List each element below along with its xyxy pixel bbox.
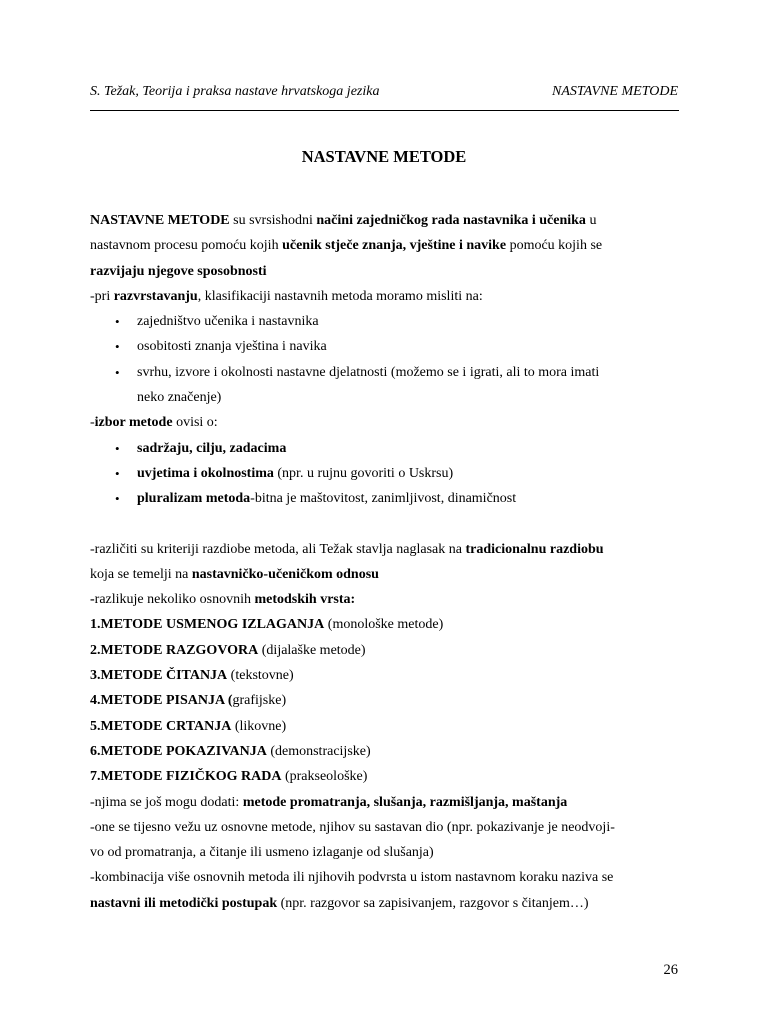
list-item-text: (npr. u rujnu govoriti o Uskrsu) <box>273 465 454 481</box>
list-item-continuation: neko značenje) <box>137 390 222 406</box>
bullet-icon: • <box>115 465 120 481</box>
paragraph-emphasis: nastavni ili metodički postupak <box>90 895 278 911</box>
method-name: 1.METODE USMENOG IZLAGANJA <box>90 617 325 633</box>
list-item <box>90 334 680 359</box>
method-name: 6.METODE POKAZIVANJA <box>90 743 267 759</box>
page-title: NASTAVNE METODE <box>301 147 467 166</box>
paragraph-text: koja se temelji na <box>90 566 192 582</box>
intro-term: NASTAVNE METODE <box>90 213 230 228</box>
kriteriji-line-2 <box>90 562 680 587</box>
list-item <box>90 309 680 334</box>
document-body <box>90 208 680 916</box>
list-item-text: osobitosti znanja vještina i navika <box>137 339 327 355</box>
page-number: 26 <box>663 962 678 978</box>
vrste-line <box>90 587 680 612</box>
list-item-emphasis: pluralizam metoda <box>137 491 251 507</box>
method-name: 7.METODE FIZIČKOG RADA <box>90 769 282 785</box>
intro-emphasis: razvijaju njegove sposobnosti <box>90 263 267 279</box>
intro-line-1 <box>90 208 680 233</box>
kriteriji-line-1 <box>90 537 680 562</box>
intro-text: pomoću kojih se <box>506 238 603 254</box>
method-item <box>90 612 680 637</box>
header-section-title: NASTAVNE METODE <box>552 84 678 99</box>
running-header <box>90 84 678 100</box>
method-note: grafijske) <box>232 693 287 709</box>
kombinacija-line-2 <box>90 891 680 916</box>
vezu-line-1: -one se tijesno vežu uz osnovne metode, njihov su sastavan dio (npr. pokazivanje je neodvoji- <box>90 819 615 835</box>
method-item <box>90 638 680 663</box>
paragraph-text: (npr. razgovor sa zapisivanjem, razgovor s čitanjem…) <box>277 895 589 911</box>
intro-line-2 <box>90 233 680 258</box>
intro-emphasis: učenik stječe znanja, vještine i navike <box>282 238 507 254</box>
izbor-line <box>90 410 680 435</box>
intro-definition: načini zajedničkog rada nastavnika i učenika <box>316 213 586 228</box>
intro-text: u <box>585 213 597 228</box>
paragraph-text: ovisi o: <box>172 415 218 431</box>
dodati-line <box>90 790 680 815</box>
paragraph-gap <box>90 512 680 537</box>
method-name: 3.METODE ČITANJA <box>90 668 228 684</box>
list-item-text: -bitna je maštovitost, zanimljivost, dinamičnost <box>250 491 517 507</box>
paragraph-text: -njima se još mogu dodati: <box>90 794 243 810</box>
paragraph-text: razlikuje nekoliko osnovnih <box>94 592 255 608</box>
paragraph-emphasis: metode promatranja, slušanja, razmišljanja, maštanja <box>242 794 568 810</box>
method-note: (dijalaške metode) <box>258 642 366 658</box>
list-item-text: zajedništvo učenika i nastavnika <box>137 314 319 330</box>
method-item <box>90 739 680 764</box>
paragraph-emphasis: - <box>90 592 95 608</box>
list-item <box>90 461 680 486</box>
intro-line-3 <box>90 259 680 284</box>
list-item-text: svrhu, izvore i okolnosti nastavne djelatnosti (možemo se i igrati, ali to mora imati <box>137 364 600 380</box>
method-item <box>90 764 680 789</box>
intro-text: nastavnom procesu pomoću kojih <box>90 238 283 254</box>
list-item-emphasis: uvjetima i okolnostima <box>137 465 274 481</box>
method-name: 4.METODE PISANJA ( <box>90 693 233 709</box>
method-item <box>90 663 680 688</box>
method-name: 2.METODE RAZGOVORA <box>90 642 259 658</box>
paragraph-text: -pri <box>90 288 114 304</box>
paragraph-emphasis: razvrstavanju <box>113 288 198 304</box>
paragraph-text: -različiti su kriteriji razdiobe metoda, ali Težak stavlja naglasak na <box>90 541 466 557</box>
paragraph-emphasis: nastavničko-učeničkom odnosu <box>191 566 379 582</box>
paragraph-text: - <box>90 415 95 431</box>
paragraph-text: , klasifikaciji nastavnih metoda moramo misliti na: <box>197 288 483 304</box>
method-item <box>90 688 680 713</box>
method-note: (monološke metode) <box>324 617 444 633</box>
method-note: (likovne) <box>231 718 287 734</box>
razvrstavanje-line <box>90 284 680 309</box>
bullet-icon: • <box>115 491 120 507</box>
header-book-title: S. Težak, Teorija i praksa nastave hrvatskoga jezika <box>90 84 380 99</box>
list-item-emphasis: sadržaju, cilju, zadacima <box>137 440 287 456</box>
list-item <box>90 360 680 385</box>
bullet-icon: • <box>115 314 120 330</box>
method-item <box>90 714 680 739</box>
bullet-icon: • <box>115 339 120 355</box>
paragraph-emphasis: tradicionalnu razdiobu <box>465 541 604 557</box>
kombinacija-line-1: -kombinacija više osnovnih metoda ili njihovih podvrsta u istom nastavnom koraku naziva se <box>90 870 614 886</box>
method-note: (tekstovne) <box>227 668 294 684</box>
bullet-icon: • <box>115 440 120 456</box>
list-item <box>90 486 680 511</box>
method-note: (demonstracijske) <box>266 743 371 759</box>
intro-text: su svrsishodni <box>229 213 317 228</box>
paragraph-emphasis: izbor metode <box>94 415 173 431</box>
method-note: (prakseološke) <box>281 769 368 785</box>
method-name: 5.METODE CRTANJA <box>90 718 232 734</box>
bullet-icon: • <box>115 364 120 380</box>
header-rule <box>90 110 679 111</box>
vezu-line-2: vo od promatranja, a čitanje ili usmeno izlaganje od slušanja) <box>90 845 434 861</box>
paragraph-emphasis: metodskih vrsta: <box>254 592 356 608</box>
list-item <box>90 436 680 461</box>
